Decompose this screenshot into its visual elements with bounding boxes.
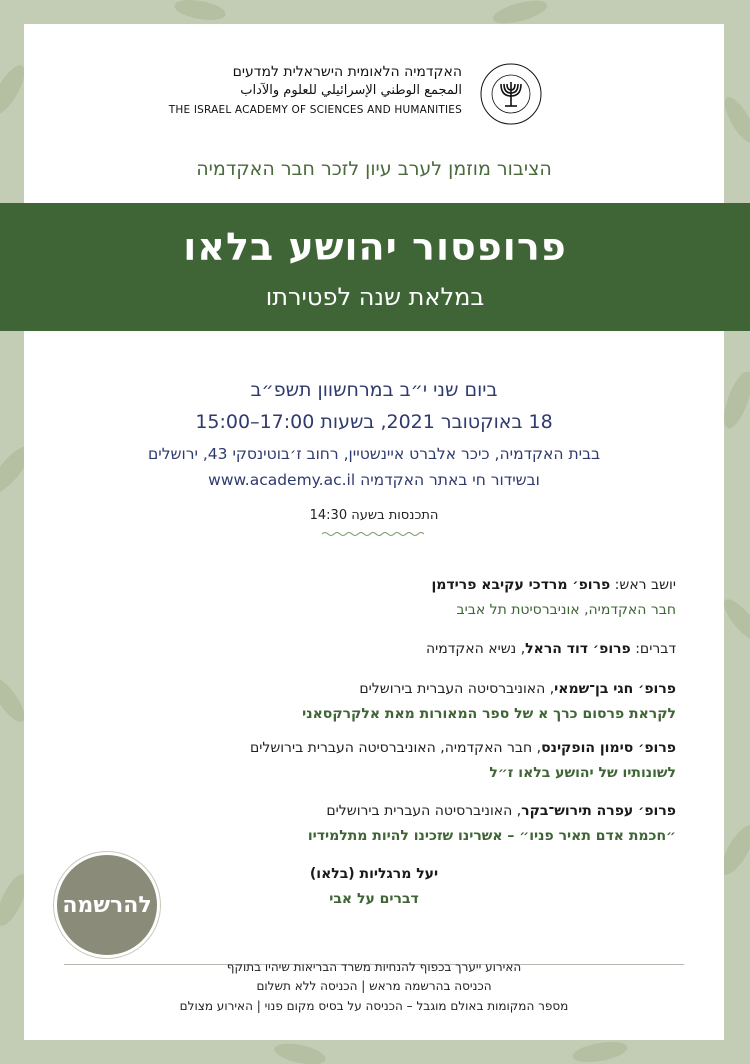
talk-1-title: לקראת פרסום כרך א של ספר המאורות מאת אלקרקסאני — [302, 706, 676, 722]
greeting-name: פרופ׳ דוד הראל — [525, 641, 631, 657]
greeting-line — [76, 641, 676, 657]
talk-1-name: פרופ׳ חגי בן־שמאי — [554, 681, 676, 697]
talk-3-name: פרופ׳ עפרה תירוש־בקר — [521, 803, 676, 819]
ornamental-divider — [322, 531, 426, 537]
talk-3-title: ״חכמת אדם תאיר פניו״ – אשרינו שזכינו להיות מתלמידיו — [307, 828, 676, 844]
closing-title: דברים על אבי — [329, 891, 419, 907]
talk-2-title: לשונותיו של יהושע בלאו ז״ל — [489, 765, 676, 781]
talk-3-affiliation: , האוניברסיטה העברית בירושלים — [326, 803, 522, 819]
event-datetime: 18 באוקטובר 2021, בשעות 17:00–15:00 — [195, 411, 553, 433]
talk-2-name: פרופ׳ סימון הופקינס — [541, 740, 676, 756]
chair-line — [76, 577, 676, 593]
academy-name-english: THE ISRAEL ACADEMY OF SCIENCES AND HUMANITIES — [168, 104, 462, 116]
academy-header — [24, 62, 724, 132]
academy-name-arabic: المجمع الوطني الإسرائيلي للعلوم والآداب — [240, 83, 462, 98]
greeting-prefix: דברים: — [630, 641, 676, 657]
footer-line-2: הכניסה בהרשמה מראש | הכניסה ללא תשלום — [256, 979, 492, 993]
footer-line-1: האירוע ייערך בכפוף להנחיות משרד הבריאות שיהיו בתוקף — [226, 960, 522, 974]
event-subtitle: במלאת שנה לפטירתו — [265, 283, 485, 311]
event-location: בבית האקדמיה, כיכר אלברט איינשטיין, רחוב ז׳בוטינסקי 43, ירושלים — [147, 445, 601, 463]
event-title: פרופסור יהושע בלאו — [183, 225, 567, 269]
academy-name-hebrew: האקדמיה הלאומית הישראלית למדעים — [232, 64, 462, 80]
talk-1-speaker — [76, 681, 676, 697]
chair-name: פרופ׳ מרדכי עקיבא פרידמן — [431, 577, 611, 593]
chair-prefix: יושב ראש: — [610, 577, 676, 593]
register-button[interactable]: להרשמה — [54, 852, 160, 958]
chair-affiliation: חבר האקדמיה, אוניברסיטת תל אביב — [456, 602, 676, 618]
talk-2-speaker — [76, 740, 676, 756]
title-band — [0, 203, 750, 331]
talk-2-affiliation: , חבר האקדמיה, האוניברסיטה העברית בירושלים — [249, 740, 542, 756]
closing-speaker: יעל מרגליות (בלאו) — [309, 866, 439, 882]
event-day: ביום שני י״ב במרחשוון תשפ״ב — [250, 379, 498, 401]
talk-1-affiliation: , האוניברסיטה העברית בירושלים — [359, 681, 555, 697]
talk-3-speaker — [76, 803, 676, 819]
greeting-affiliation: , נשיא האקדמיה — [425, 641, 526, 657]
event-stream: ובשידור חי באתר האקדמיה www.academy.ac.il — [208, 471, 540, 489]
menorah-emblem-icon — [479, 62, 543, 126]
footer-line-3: מספר המקומות באולם מוגבל – הכניסה על בסיס מקום פנוי | האירוע מצולם — [179, 999, 569, 1013]
invitation-line: הציבור מוזמן לערב עיון לזכר חבר האקדמיה — [196, 158, 552, 180]
event-gathering: התכנסות בשעה 14:30 — [309, 508, 439, 523]
